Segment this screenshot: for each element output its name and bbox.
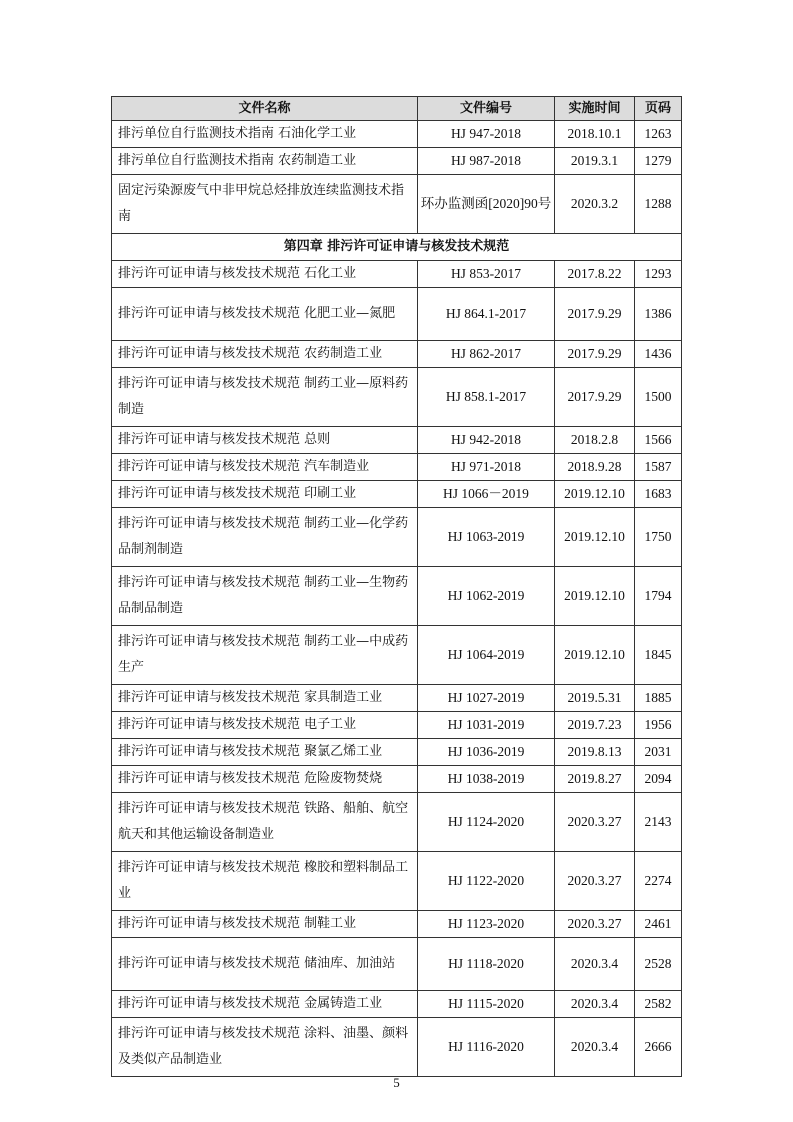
- row-file-code: HJ 1031-2019: [418, 712, 555, 739]
- row-effective-date: 2020.3.27: [555, 852, 635, 911]
- chapter-row: [112, 234, 682, 261]
- row-page-number: 2461: [635, 911, 682, 938]
- row-page-number: 1683: [635, 481, 682, 508]
- table-row: [112, 685, 682, 712]
- row-page-number: 1750: [635, 508, 682, 567]
- row-page-number: 2143: [635, 793, 682, 852]
- table-row: [112, 766, 682, 793]
- row-page-number: 1794: [635, 567, 682, 626]
- row-page-number: 1500: [635, 368, 682, 427]
- row-effective-date: 2019.12.10: [555, 508, 635, 567]
- row-file-code: HJ 947-2018: [418, 121, 555, 148]
- row-page-number: 2582: [635, 991, 682, 1018]
- table-row: [112, 427, 682, 454]
- row-file-code: HJ 1124-2020: [418, 793, 555, 852]
- standards-table: [111, 96, 682, 1077]
- row-effective-date: 2020.3.27: [555, 911, 635, 938]
- row-file-name: 排污许可证申请与核发技术规范 农药制造工业: [112, 341, 418, 368]
- row-effective-date: 2019.8.27: [555, 766, 635, 793]
- table-row: [112, 567, 682, 626]
- row-file-name: 排污许可证申请与核发技术规范 电子工业: [112, 712, 418, 739]
- row-file-name: 排污许可证申请与核发技术规范 制药工业—生物药品制品制造: [112, 567, 418, 626]
- row-page-number: 1566: [635, 427, 682, 454]
- row-effective-date: 2019.12.10: [555, 626, 635, 685]
- row-file-code: HJ 1038-2019: [418, 766, 555, 793]
- header-effective-date: 实施时间: [555, 97, 635, 121]
- row-page-number: 2528: [635, 938, 682, 991]
- row-file-name: 排污许可证申请与核发技术规范 铁路、船舶、航空航天和其他运输设备制造业: [112, 793, 418, 852]
- table-row: [112, 508, 682, 567]
- row-file-code: HJ 1066－2019: [418, 481, 555, 508]
- row-file-name: 排污许可证申请与核发技术规范 总则: [112, 427, 418, 454]
- row-effective-date: 2017.9.29: [555, 288, 635, 341]
- row-file-code: HJ 1118-2020: [418, 938, 555, 991]
- table-row: [112, 454, 682, 481]
- row-file-name: 排污许可证申请与核发技术规范 涂料、油墨、颜料及类似产品制造业: [112, 1018, 418, 1077]
- table-row: [112, 911, 682, 938]
- row-file-code: HJ 864.1-2017: [418, 288, 555, 341]
- row-page-number: 1845: [635, 626, 682, 685]
- row-file-code: HJ 971-2018: [418, 454, 555, 481]
- row-effective-date: 2020.3.2: [555, 175, 635, 234]
- row-file-code: HJ 1063-2019: [418, 508, 555, 567]
- row-file-code: HJ 1036-2019: [418, 739, 555, 766]
- row-file-name: 排污单位自行监测技术指南 石油化学工业: [112, 121, 418, 148]
- chapter-title: 第四章 排污许可证申请与核发技术规范: [112, 234, 682, 261]
- table-row: [112, 481, 682, 508]
- row-file-name: 排污许可证申请与核发技术规范 金属铸造工业: [112, 991, 418, 1018]
- rows-before-chapter: [112, 121, 682, 234]
- row-effective-date: 2020.3.27: [555, 793, 635, 852]
- table-row: [112, 1018, 682, 1077]
- table-row: [112, 368, 682, 427]
- row-page-number: 1956: [635, 712, 682, 739]
- table-row: [112, 793, 682, 852]
- row-file-name: 排污许可证申请与核发技术规范 制药工业—原料药制造: [112, 368, 418, 427]
- row-file-code: HJ 1027-2019: [418, 685, 555, 712]
- table-row: [112, 175, 682, 234]
- row-page-number: 1587: [635, 454, 682, 481]
- row-file-name: 排污许可证申请与核发技术规范 制药工业—中成药生产: [112, 626, 418, 685]
- header-row: [112, 97, 682, 121]
- row-file-code: HJ 1122-2020: [418, 852, 555, 911]
- row-effective-date: 2019.12.10: [555, 481, 635, 508]
- row-effective-date: 2019.5.31: [555, 685, 635, 712]
- row-file-name: 排污许可证申请与核发技术规范 制鞋工业: [112, 911, 418, 938]
- row-effective-date: 2017.8.22: [555, 261, 635, 288]
- row-file-code: HJ 862-2017: [418, 341, 555, 368]
- row-file-name: 排污许可证申请与核发技术规范 石化工业: [112, 261, 418, 288]
- row-file-name: 排污许可证申请与核发技术规范 汽车制造业: [112, 454, 418, 481]
- row-effective-date: 2019.12.10: [555, 567, 635, 626]
- table-row: [112, 341, 682, 368]
- row-effective-date: 2018.2.8: [555, 427, 635, 454]
- row-file-code: HJ 1064-2019: [418, 626, 555, 685]
- row-file-code: HJ 1062-2019: [418, 567, 555, 626]
- table-row: [112, 288, 682, 341]
- row-file-name: 排污许可证申请与核发技术规范 化肥工业—氮肥: [112, 288, 418, 341]
- row-file-code: HJ 1116-2020: [418, 1018, 555, 1077]
- row-file-code: HJ 987-2018: [418, 148, 555, 175]
- row-file-name: 固定污染源废气中非甲烷总烃排放连续监测技术指南: [112, 175, 418, 234]
- row-file-code: 环办监测函[2020]90号: [418, 175, 555, 234]
- row-effective-date: 2020.3.4: [555, 991, 635, 1018]
- row-page-number: 1386: [635, 288, 682, 341]
- row-file-name: 排污许可证申请与核发技术规范 储油库、加油站: [112, 938, 418, 991]
- header-file-name: 文件名称: [112, 97, 418, 121]
- row-effective-date: 2019.8.13: [555, 739, 635, 766]
- row-file-name: 排污许可证申请与核发技术规范 印刷工业: [112, 481, 418, 508]
- rows-after-chapter: [112, 261, 682, 1077]
- table-row: [112, 739, 682, 766]
- row-file-code: HJ 858.1-2017: [418, 368, 555, 427]
- row-effective-date: 2017.9.29: [555, 341, 635, 368]
- row-file-name: 排污许可证申请与核发技术规范 家具制造工业: [112, 685, 418, 712]
- row-page-number: 2274: [635, 852, 682, 911]
- table-row: [112, 938, 682, 991]
- table-row: [112, 148, 682, 175]
- row-effective-date: 2019.3.1: [555, 148, 635, 175]
- header-page-number: 页码: [635, 97, 682, 121]
- row-effective-date: 2018.10.1: [555, 121, 635, 148]
- row-effective-date: 2020.3.4: [555, 938, 635, 991]
- row-file-name: 排污许可证申请与核发技术规范 危险废物焚烧: [112, 766, 418, 793]
- row-page-number: 2094: [635, 766, 682, 793]
- table-row: [112, 852, 682, 911]
- row-file-code: HJ 1123-2020: [418, 911, 555, 938]
- chapter-section: [112, 234, 682, 261]
- row-page-number: 1885: [635, 685, 682, 712]
- header-file-code: 文件编号: [418, 97, 555, 121]
- row-effective-date: 2018.9.28: [555, 454, 635, 481]
- row-page-number: 1293: [635, 261, 682, 288]
- row-file-code: HJ 853-2017: [418, 261, 555, 288]
- row-page-number: 2031: [635, 739, 682, 766]
- table-row: [112, 712, 682, 739]
- row-page-number: 2666: [635, 1018, 682, 1077]
- row-file-name: 排污许可证申请与核发技术规范 聚氯乙烯工业: [112, 739, 418, 766]
- table-row: [112, 261, 682, 288]
- row-effective-date: 2019.7.23: [555, 712, 635, 739]
- row-file-name: 排污许可证申请与核发技术规范 制药工业—化学药品制剂制造: [112, 508, 418, 567]
- row-page-number: 1279: [635, 148, 682, 175]
- table-row: [112, 626, 682, 685]
- row-effective-date: 2020.3.4: [555, 1018, 635, 1077]
- row-file-name: 排污单位自行监测技术指南 农药制造工业: [112, 148, 418, 175]
- row-page-number: 1436: [635, 341, 682, 368]
- page-number: 5: [393, 1075, 400, 1090]
- row-file-name: 排污许可证申请与核发技术规范 橡胶和塑料制品工业: [112, 852, 418, 911]
- row-effective-date: 2017.9.29: [555, 368, 635, 427]
- table-row: [112, 991, 682, 1018]
- row-file-code: HJ 942-2018: [418, 427, 555, 454]
- row-file-code: HJ 1115-2020: [418, 991, 555, 1018]
- table-row: [112, 121, 682, 148]
- row-page-number: 1288: [635, 175, 682, 234]
- row-page-number: 1263: [635, 121, 682, 148]
